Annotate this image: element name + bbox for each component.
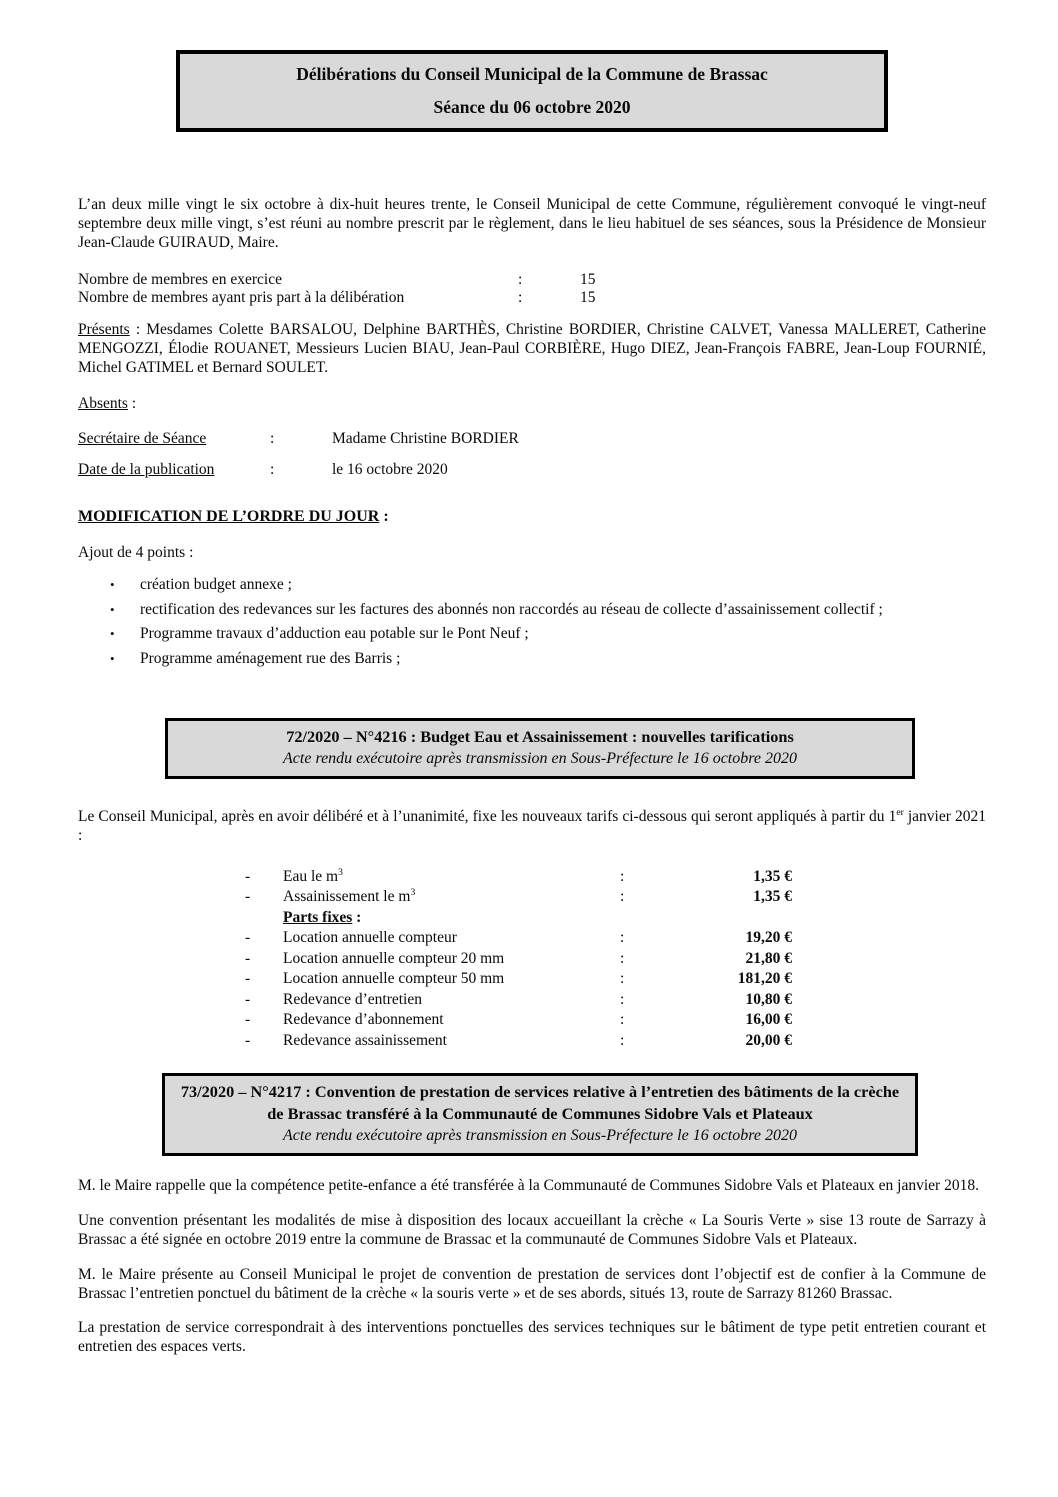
secretary-row	[78, 430, 986, 448]
deliberation-72-banner	[165, 718, 915, 779]
members-participating-row	[78, 289, 986, 307]
tariff-label-text: Redevance assainissement	[283, 1031, 447, 1049]
deliberation-73-title: 73/2020 – N°4217 : Convention de prestation de services relative à l’entretien des bâtiments de la crèche de Brassac transféré à la Communauté de Communes Sidobre Vals et Plateaux	[180, 1082, 900, 1124]
members-count-block	[78, 271, 986, 307]
document-body	[78, 196, 986, 1357]
deliberation-73-subtitle: Acte rendu exécutoire après transmission en Sous-Préfecture le 16 octobre 2020	[283, 1127, 797, 1145]
cubic-superscript: 3	[410, 887, 416, 899]
deliberation-73-paragraph-4: La prestation de service correspondrait à des interventions ponctuelles des services techniques sur le bâtiment de type petit entretien courant et entretien des espaces verts.	[78, 1319, 986, 1356]
presents-paragraph	[78, 321, 986, 377]
absents-value: :	[127, 394, 137, 412]
members-in-office-value: 15	[580, 271, 596, 289]
tariff-value: 20,00 €	[745, 1031, 792, 1049]
secretary-value: Madame Christine BORDIER	[332, 429, 519, 447]
colon-separator: :	[379, 507, 389, 525]
dash-marker: -	[245, 888, 251, 906]
agenda-item	[78, 649, 986, 669]
tariff-value: 21,80 €	[745, 949, 792, 967]
colon-separator: :	[620, 1011, 625, 1029]
tariff-table	[245, 867, 792, 1052]
agenda-item-text: création budget annexe ;	[140, 576, 292, 594]
tariff-label-text: Redevance d’abonnement	[283, 1011, 444, 1029]
tariff-value: 1,35 €	[753, 888, 792, 906]
members-participating-label: Nombre de membres ayant pris part à la délibération	[78, 289, 405, 307]
members-participating-value: 15	[580, 289, 596, 307]
tariff-label-text: Location annuelle compteur 20 mm	[283, 949, 505, 967]
tariff-intro-end: janvier 2021 :	[78, 808, 986, 845]
publication-date-value: le 16 octobre 2020	[332, 460, 448, 478]
dash-marker: -	[245, 949, 251, 967]
tariff-label	[283, 867, 620, 888]
intro-paragraph: L’an deux mille vingt le six octobre à dix-huit heures trente, le Conseil Municipal de cette Commune, régulièrement convoqué le vingt-neuf septembre deux mille vingt, s’est réuni au nombre prescrit par le règlement, dans le lieu habituel de ses séances, sous la Présidence de Monsieur Jean-Claude GUIRAUD, Maire.	[78, 196, 986, 251]
agenda-item	[78, 575, 986, 595]
colon-separator: :	[270, 429, 275, 447]
tariff-row-location-compteur-20mm	[245, 949, 792, 970]
colon-separator: :	[620, 949, 625, 967]
colon-separator: :	[518, 289, 523, 307]
agenda-item-text: Programme aménagement rue des Barris ;	[140, 649, 401, 667]
agenda-intro: Ajout de 4 points :	[78, 543, 194, 561]
dash-marker: -	[245, 990, 251, 1008]
tariff-value: 181,20 €	[737, 970, 792, 988]
presents-names: : Mesdames Colette BARSALOU, Delphine BARTHÈS, Christine BORDIER, Christine CALVET, Vanessa MALLERET, Catherine MENGOZZI, Élodie ROUANET, Messieurs Lucien BIAU, Jean-Paul CORBIÈRE, Hugo DIEZ, Jean-François FABRE, Jean-Loup FOURNIÉ, Michel GATIMEL et Bernard SOULET.	[78, 321, 986, 376]
members-in-office-label: Nombre de membres en exercice	[78, 271, 282, 289]
members-in-office-row	[78, 271, 986, 289]
tariff-row-redevance-entretien	[245, 990, 792, 1011]
agenda-modification-title-text: MODIFICATION DE L’ORDRE DU JOUR	[78, 507, 380, 525]
tariff-value: 10,80 €	[745, 990, 792, 1008]
document-title: Délibérations du Conseil Municipal de la Commune de Brassac	[296, 64, 768, 84]
agenda-item-text: rectification des redevances sur les factures des abonnés non raccordés au réseau de collecte d’assainissement collectif ;	[140, 600, 883, 618]
agenda-item	[78, 600, 986, 620]
colon-separator: :	[620, 929, 625, 947]
tariff-row-assainissement	[245, 887, 792, 908]
tariff-row-location-compteur-50mm	[245, 969, 792, 990]
absents-line	[78, 395, 986, 413]
secretary-label: Secrétaire de Séance	[78, 429, 207, 447]
colon-separator: :	[352, 908, 362, 926]
tariff-value: 16,00 €	[745, 1011, 792, 1029]
tariff-label	[283, 949, 620, 970]
colon-separator: :	[620, 888, 625, 906]
ordinal-superscript: er	[896, 807, 904, 819]
tariff-label-text: Location annuelle compteur 50 mm	[283, 970, 505, 988]
presents-label: Présents	[78, 321, 130, 339]
tariff-label	[283, 1031, 620, 1052]
agenda-items-list	[78, 575, 986, 668]
deliberation-72-title: 72/2020 – N°4216 : Budget Eau et Assainissement : nouvelles tarifications	[286, 727, 794, 747]
agenda-modification-title	[78, 507, 986, 526]
tariff-row-redevance-assainissement	[245, 1031, 792, 1052]
tariff-intro-paragraph	[78, 808, 986, 846]
tariff-value: 19,20 €	[745, 929, 792, 947]
publication-date-row	[78, 461, 986, 479]
parts-fixes-row	[245, 908, 792, 929]
deliberation-73-banner	[162, 1073, 918, 1156]
colon-separator: :	[620, 990, 625, 1008]
deliberation-73-paragraph-1: M. le Maire rappelle que la compétence petite-enfance a été transférée à la Communauté de Communes Sidobre Vals et Plateaux en janvier 2018.	[78, 1177, 979, 1195]
deliberation-73-paragraph-2: Une convention présentant les modalités de mise à disposition des locaux accueillant la crèche « La Souris Verte » sise 13 route de Sarrazy à Brassac a été signée en octobre 2019 entre la commune de Brassac et la communauté de Communes Sidobre Vals et Plateaux.	[78, 1212, 986, 1248]
deliberation-73-paragraph-3: M. le Maire présente au Conseil Municipal le projet de convention de prestation de services dont l’objectif est de confier à la Commune de Brassac l’entretien ponctuel du bâtiment de la crèche « la souris verte » et de ses abords, situés 13, route de Sarrazy 81260 Brassac.	[78, 1265, 986, 1302]
deliberation-72-subtitle: Acte rendu exécutoire après transmission en Sous-Préfecture le 16 octobre 2020	[283, 750, 797, 768]
agenda-item-text: Programme travaux d’adduction eau potable sur le Pont Neuf ;	[140, 625, 529, 643]
agenda-item	[78, 624, 986, 644]
bullet-icon: •	[110, 626, 115, 642]
tariff-label-text: Assainissement le m	[283, 888, 411, 906]
dash-marker: -	[245, 929, 251, 947]
empty-cell	[245, 908, 283, 929]
colon-separator: :	[620, 970, 625, 988]
absents-label: Absents	[78, 394, 128, 412]
cubic-superscript: 3	[338, 866, 343, 878]
tariff-intro-start: Le Conseil Municipal, après en avoir délibéré et à l’unanimité, fixe les nouveaux tarifs ci-dessous qui seront appliqués à partir du 1	[78, 808, 897, 826]
tariff-row-location-compteur	[245, 928, 792, 949]
colon-separator: :	[620, 1031, 625, 1049]
colon-separator: :	[518, 271, 523, 289]
tariff-label	[283, 990, 620, 1011]
tariff-label-text: Redevance d’entretien	[283, 990, 422, 1008]
tariff-row-eau	[245, 867, 792, 888]
dash-marker: -	[245, 867, 251, 885]
tariff-label-text: Location annuelle compteur	[283, 929, 457, 947]
document-title-box	[176, 50, 888, 132]
bullet-icon: •	[110, 601, 115, 617]
tariff-label	[283, 1010, 620, 1031]
tariff-label	[283, 928, 620, 949]
session-date: Séance du 06 octobre 2020	[433, 97, 631, 117]
colon-separator: :	[620, 867, 625, 885]
tariff-label	[283, 887, 620, 908]
dash-marker: -	[245, 1031, 251, 1049]
publication-date-label: Date de la publication	[78, 460, 215, 478]
bullet-icon: •	[110, 650, 115, 666]
parts-fixes-label	[283, 908, 620, 929]
tariff-row-redevance-abonnement	[245, 1010, 792, 1031]
tariff-label-text: Eau le m	[283, 867, 339, 885]
dash-marker: -	[245, 1011, 251, 1029]
tariff-value: 1,35 €	[753, 867, 792, 885]
tariff-label	[283, 969, 620, 990]
dash-marker: -	[245, 970, 251, 988]
colon-separator: :	[270, 460, 275, 478]
bullet-icon: •	[110, 577, 115, 593]
parts-fixes-label-text: Parts fixes	[283, 908, 353, 926]
